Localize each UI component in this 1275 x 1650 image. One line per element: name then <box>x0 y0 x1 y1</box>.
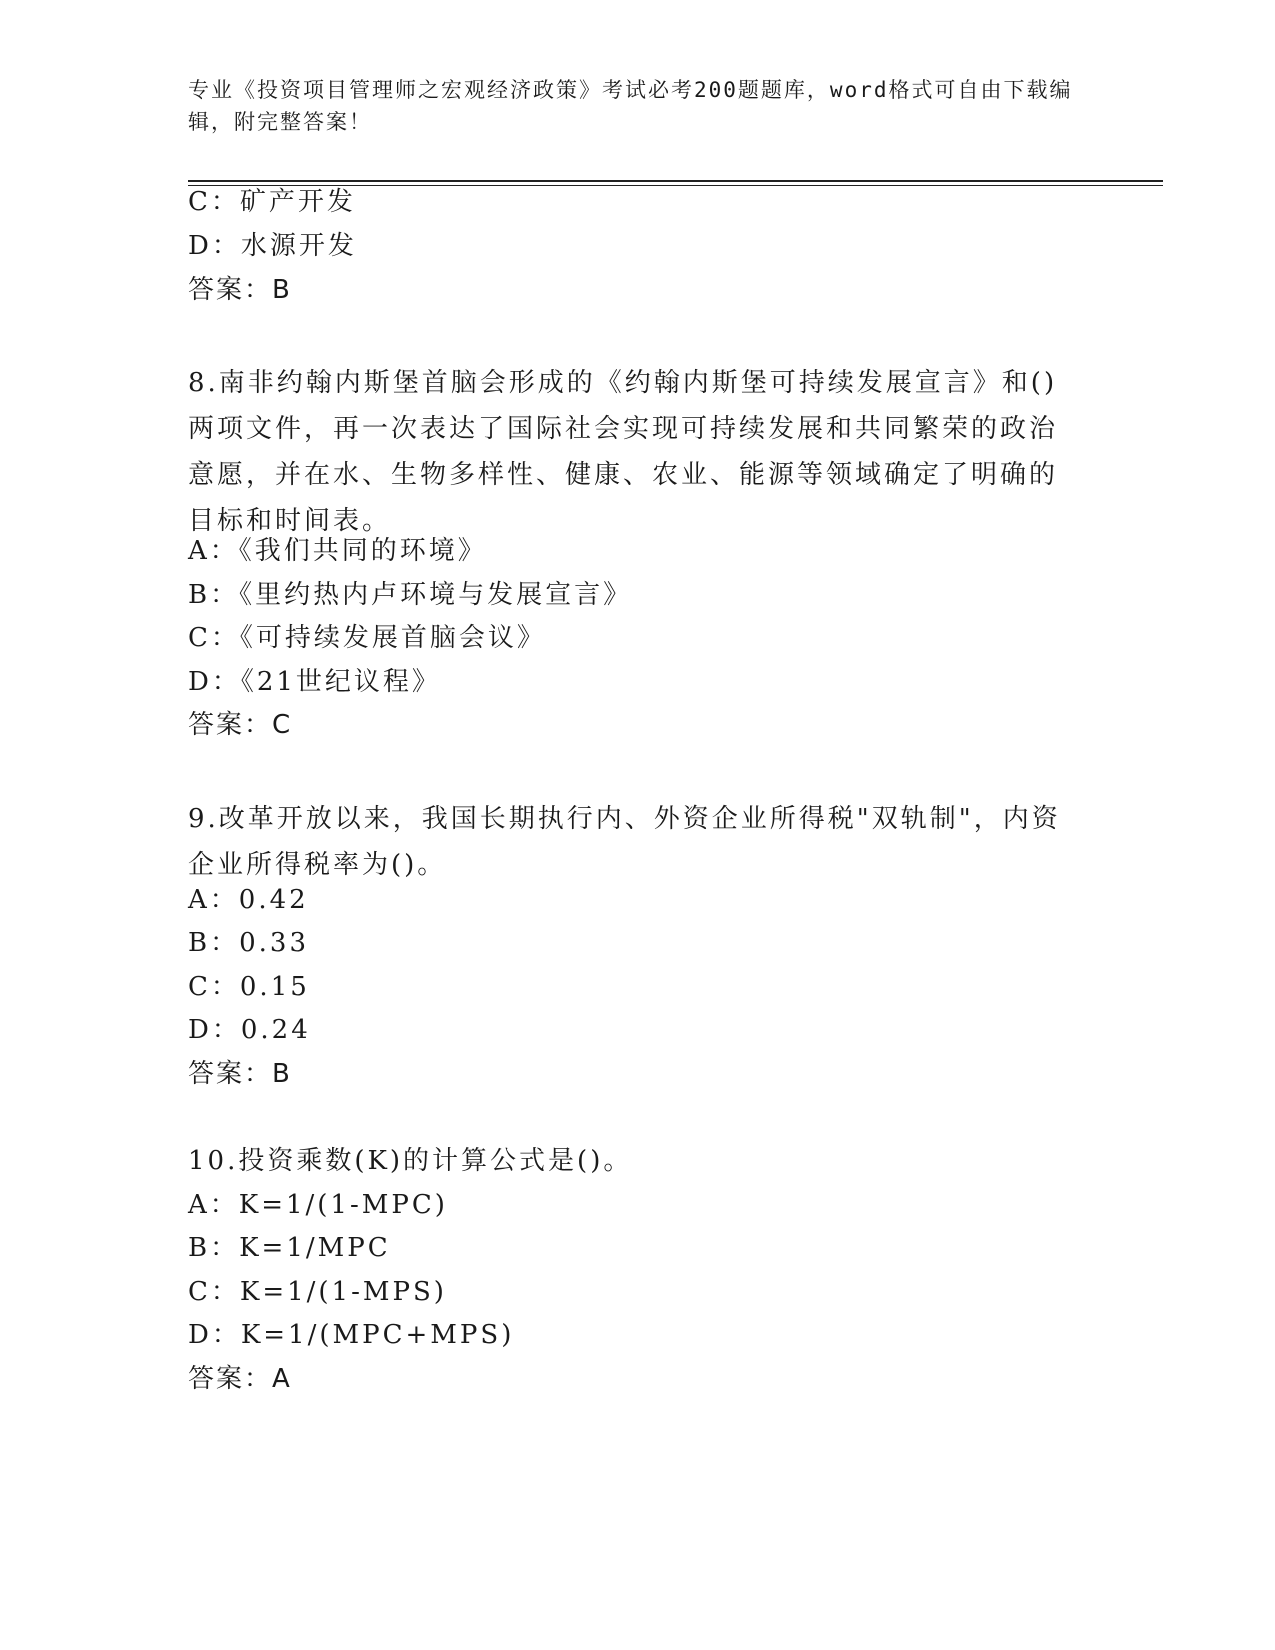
q7-answer: 答案：B <box>188 275 292 305</box>
q8-option-a: A：《我们共同的环境》 <box>188 536 487 566</box>
q8-answer: 答案：C <box>188 710 293 740</box>
q9-option-d: D：0.24 <box>188 1015 311 1045</box>
q10-option-c: C：K=1/(1-MPS) <box>188 1277 447 1307</box>
q7-option-c: C：矿产开发 <box>188 187 356 217</box>
q8-option-d: D：《21世纪议程》 <box>188 667 441 697</box>
q9-stem: 9.改革开放以来，我国长期执行内、外资企业所得税"双轨制"，内资企业所得税率为()。 <box>188 804 1061 880</box>
q8-option-b: B：《里约热内卢环境与发展宣言》 <box>188 580 633 610</box>
q8-stem: 8.南非约翰内斯堡首脑会形成的《约翰内斯堡可持续发展宣言》和()两项文件，再一次表达了国际社会实现可持续发展和共同繁荣的政治意愿，并在水、生物多样性、健康、农业、能源等领域确定了明确的目标和时间表。 <box>188 368 1059 536</box>
q10-answer: 答案：A <box>188 1364 292 1394</box>
q7-option-d: D：水源开发 <box>188 231 357 261</box>
q9-option-b: B：0.33 <box>188 928 309 958</box>
q10-option-b: B：K=1/MPC <box>188 1233 391 1263</box>
q8-option-c: C：《可持续发展首脑会议》 <box>188 623 546 653</box>
q9-option-c: C：0.15 <box>188 972 310 1002</box>
q10-option-a: A：K=1/(1-MPC) <box>188 1190 448 1220</box>
header-divider <box>188 180 1163 182</box>
q9-answer: 答案：B <box>188 1059 292 1089</box>
q10-option-d: D：K=1/(MPC+MPS) <box>188 1320 515 1350</box>
q10-stem: 10.投资乘数(K)的计算公式是()。 <box>188 1146 633 1176</box>
q9-option-a: A：0.42 <box>188 885 309 915</box>
document-header: 专业《投资项目管理师之宏观经济政策》考试必考200题题库，word格式可自由下载编辑，附完整答案！ <box>188 78 1073 134</box>
